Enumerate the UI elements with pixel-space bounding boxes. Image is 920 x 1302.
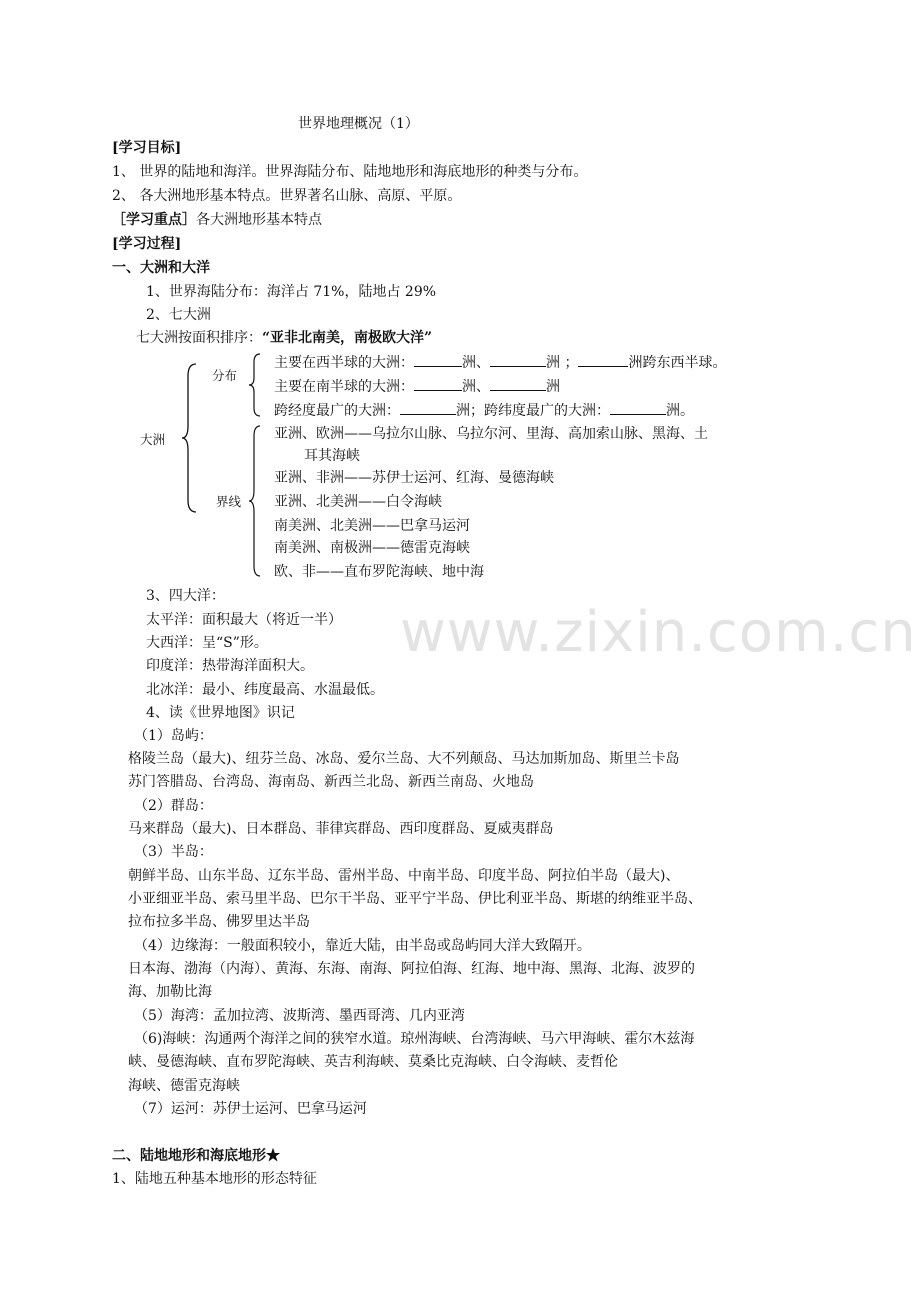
section1-heading: 一、大洲和大洋 [112, 260, 210, 276]
dist1-text: 主要在西半球的大洲： [274, 355, 414, 371]
seven-continents-heading: 2、七大洲 [146, 307, 211, 323]
continent-label: 大洲 [140, 432, 166, 447]
ocean-indian: 印度洋：热带海洋面积大。 [146, 658, 314, 674]
blank-4 [414, 376, 462, 391]
distribution-line-3 [274, 400, 694, 421]
bays-line: （5）海湾：孟加拉湾、波斯湾、墨西哥湾、几内亚湾 [134, 1008, 465, 1024]
blank-6 [400, 400, 456, 415]
ocean-arctic: 北冰洋：最小、纬度最高、水温最低。 [146, 682, 384, 698]
border-brace [248, 424, 262, 578]
dist1-text-3: 洲 ； [546, 355, 579, 371]
border-line-6: 欧、非——直布罗陀海峡、地中海 [274, 564, 484, 580]
dist3-text-2: 洲；跨纬度最广的大洲： [456, 403, 610, 419]
continent-rank-line [136, 328, 432, 348]
marginal-seas-line-1: 日本海、渤海（内海）、黄海、东海、南海、阿拉伯海、红海、地中海、黑海、北海、波罗的 [128, 961, 695, 977]
dist1-text-2: 洲、 [462, 355, 490, 371]
focus-text: 各大洲地形基本特点 [196, 212, 322, 228]
islands-line-2: 苏门答腊岛、台湾岛、海南岛、新西兰北岛、新西兰南岛、火地岛 [128, 774, 534, 790]
dist1-text-4: 洲跨东西半球。 [628, 355, 727, 371]
dist3-text-3: 洲。 [666, 403, 694, 419]
landforms-heading: 1、陆地五种基本地形的形态特征 [112, 1171, 317, 1187]
border-line-2: 亚洲、非洲——苏伊士运河、红海、曼德海峡 [274, 470, 554, 486]
distribution-line-2 [274, 376, 560, 397]
marginal-seas-heading: （4）边缘海：一般面积较小，靠近大陆，由半岛或岛屿同大洋大致隔开。 [134, 938, 591, 954]
blank-3 [578, 352, 628, 367]
dist2-text: 主要在南半球的大洲： [274, 379, 414, 395]
distribution-brace [248, 352, 262, 418]
page-title: 世界地理概况（1） [298, 116, 419, 132]
goal-item-2: 2、 各大洲地形基本特点。世界著名山脉、高原、平原。 [112, 188, 462, 204]
process-heading: [学习过程] [112, 236, 182, 252]
rank-mnemonic: “亚非北南美，南极欧大洋” [262, 330, 433, 346]
peninsulas-line-1: 朝鲜半岛、山东半岛、辽东半岛、雷州半岛、中南半岛、印度半岛、阿拉伯半岛（最大)、 [128, 868, 680, 884]
border-line-3: 亚洲、北美洲——白令海峡 [274, 494, 442, 510]
land-sea-distribution: 1、世界海陆分布：海洋占 71%，陆地占 29% [146, 284, 437, 300]
continent-brace [180, 362, 200, 514]
blank-2 [490, 352, 546, 367]
ocean-pacific: 太平洋：面积最大（将近一半） [146, 612, 342, 628]
border-label: 界线 [216, 494, 242, 509]
archipelagos-heading: （2）群岛： [134, 798, 213, 814]
islands-heading: （1）岛屿： [134, 728, 213, 744]
blank-5 [490, 376, 546, 391]
distribution-label: 分布 [212, 368, 238, 383]
ocean-atlantic: 大西洋：呈“S”形。 [146, 635, 268, 651]
world-map-heading: 4、读《世界地图》识记 [146, 705, 295, 721]
border-line-1: 亚洲、欧洲——乌拉尔山脉、乌拉尔河、里海、高加索山脉、黑海、土 [274, 426, 708, 442]
rank-prefix: 七大洲按面积排序： [136, 330, 262, 346]
blank-1 [414, 352, 462, 367]
straits-line-1: （6)海峡：沟通两个海洋之间的狭窄水道。琼州海峡、台湾海峡、马六甲海峡、霍尔木兹海 [134, 1031, 695, 1047]
straits-line-3: 海峡、德雷克海峡 [128, 1078, 240, 1094]
section2-heading: 二、陆地地形和海底地形★ [112, 1148, 280, 1164]
goal-item-1: 1、 世界的陆地和海洋。世界海陆分布、陆地地形和海底地形的种类与分布。 [112, 164, 588, 180]
border-line-5: 南美洲、南极洲——德雷克海峡 [274, 540, 470, 556]
straits-line-2: 峡、曼德海峡、直布罗陀海峡、英吉利海峡、莫桑比克海峡、白令海峡、麦哲伦 [128, 1054, 618, 1070]
focus-line [112, 210, 322, 230]
goals-heading: [学习目标] [112, 140, 182, 156]
dist3-text: 跨经度最广的大洲： [274, 403, 400, 419]
peninsulas-heading: （3）半岛： [134, 844, 213, 860]
four-oceans-heading: 3、四大洋： [146, 588, 225, 604]
watermark: www.zixin.com.cn [400, 600, 917, 665]
dist2-text-2: 洲、 [462, 379, 490, 395]
distribution-line-1 [274, 352, 726, 373]
dist2-text-3: 洲 [546, 379, 560, 395]
peninsulas-line-2: 小亚细亚半岛、索马里半岛、巴尔干半岛、亚平宁半岛、伊比利亚半岛、斯堪的纳维亚半岛、 [128, 891, 702, 907]
focus-label: ［学习重点］ [112, 212, 196, 228]
blank-7 [610, 400, 666, 415]
islands-line-1: 格陵兰岛（最大)、纽芬兰岛、冰岛、爱尔兰岛、大不列颠岛、马达加斯加岛、斯里兰卡岛 [128, 751, 680, 767]
archipelagos-line: 马来群岛（最大)、日本群岛、菲律宾群岛、西印度群岛、夏威夷群岛 [128, 821, 554, 837]
marginal-seas-line-2: 海、加勒比海 [128, 984, 212, 1000]
border-line-1-cont: 耳其海峡 [304, 448, 360, 464]
canals-line: （7）运河：苏伊士运河、巴拿马运河 [134, 1101, 367, 1117]
peninsulas-line-3: 拉布拉多半岛、佛罗里达半岛 [128, 914, 310, 930]
border-line-4: 南美洲、北美洲——巴拿马运河 [274, 518, 470, 534]
